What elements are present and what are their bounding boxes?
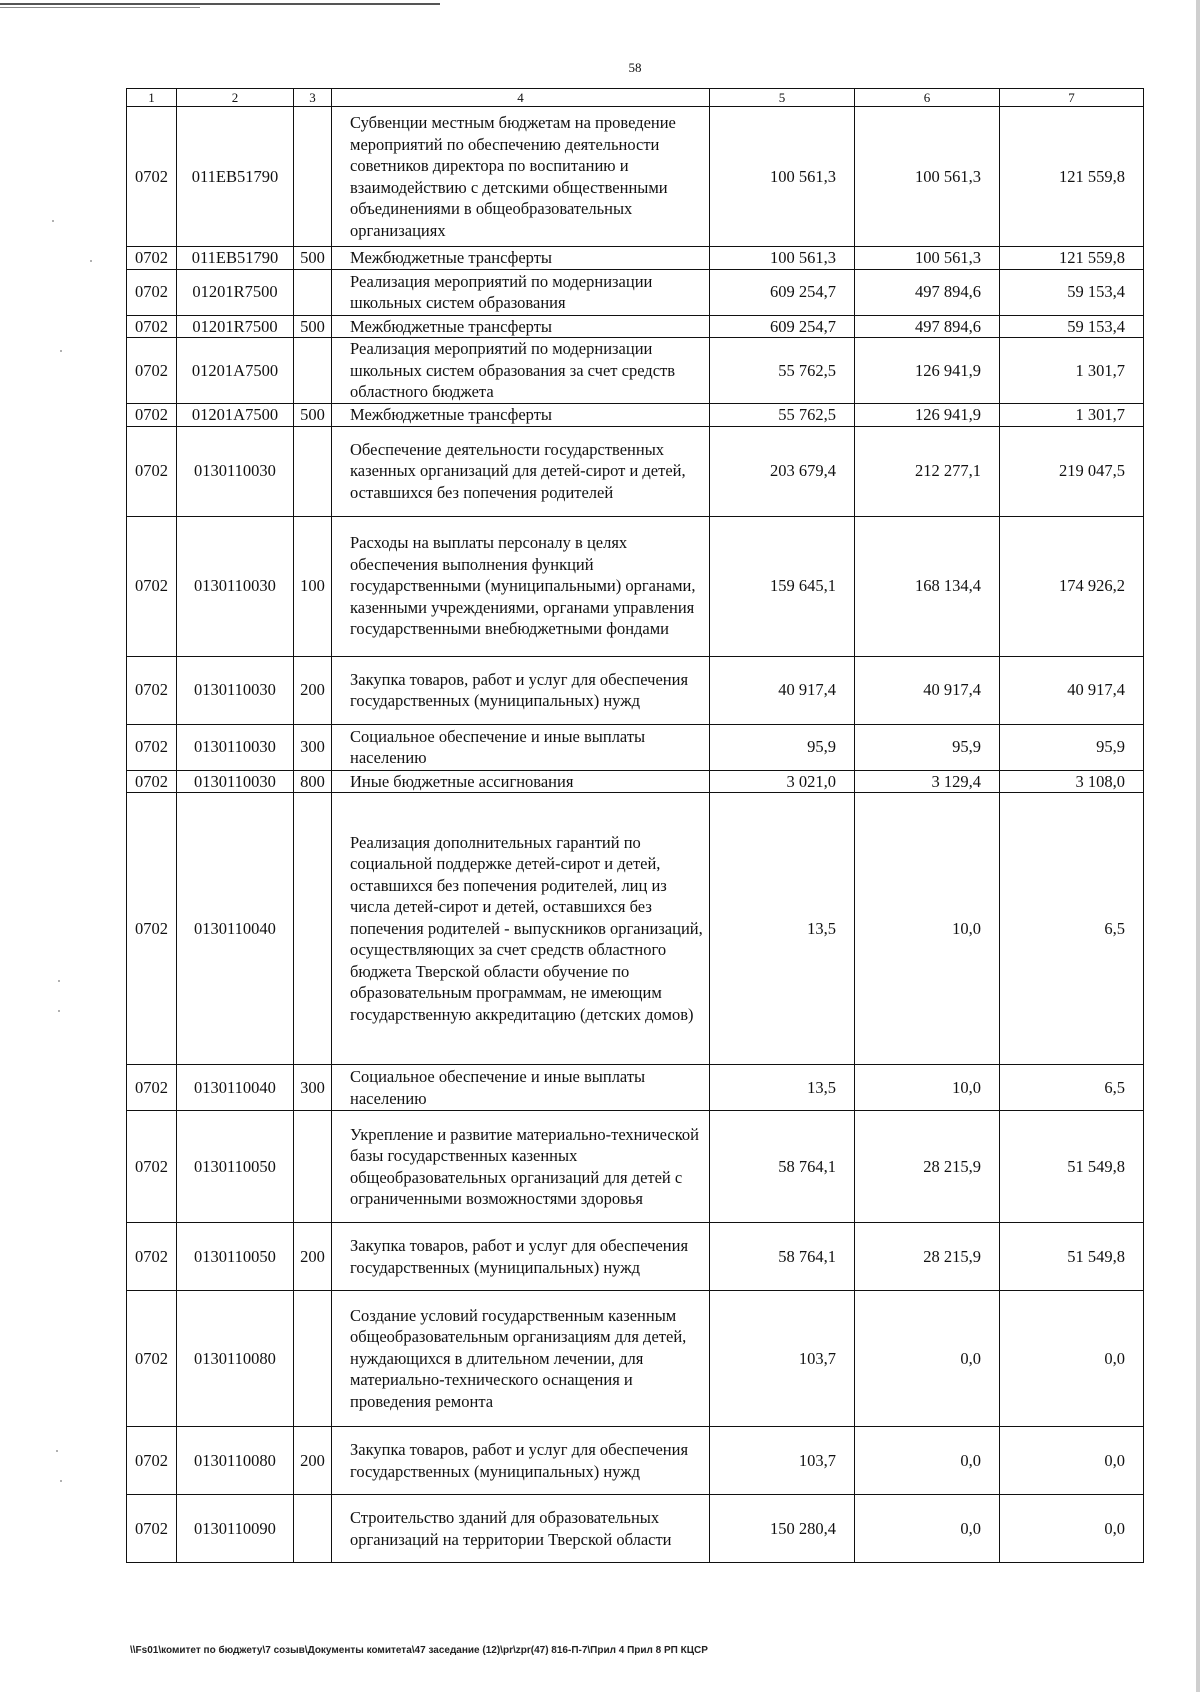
section-code: 0702 (127, 426, 177, 516)
section-code: 0702 (127, 1111, 177, 1223)
section-code: 0702 (127, 404, 177, 427)
section-code: 0702 (127, 1223, 177, 1291)
table-row (127, 770, 1144, 793)
amount-col7: 95,9 (1000, 724, 1144, 770)
amount-col7: 121 559,8 (1000, 247, 1144, 270)
expense-type: 200 (294, 656, 332, 724)
target-code: 0130110030 (177, 724, 294, 770)
section-code: 0702 (127, 1427, 177, 1495)
expense-type (294, 269, 332, 315)
scan-speck (52, 220, 54, 222)
scan-speck (90, 260, 92, 262)
expense-type (294, 1495, 332, 1563)
expense-type: 200 (294, 1223, 332, 1291)
amount-col6: 3 129,4 (855, 770, 1000, 793)
section-code: 0702 (127, 315, 177, 338)
item-name: Межбюджетные трансферты (332, 247, 710, 270)
expense-type: 300 (294, 724, 332, 770)
item-name: Социальное обеспечение и иные выплаты населению (332, 724, 710, 770)
amount-col5: 103,7 (710, 1427, 855, 1495)
section-code: 0702 (127, 724, 177, 770)
amount-col6: 95,9 (855, 724, 1000, 770)
amount-col5: 95,9 (710, 724, 855, 770)
item-name: Закупка товаров, работ и услуг для обеспечения государственных (муниципальных) нужд (332, 1223, 710, 1291)
amount-col6: 497 894,6 (855, 269, 1000, 315)
item-name: Межбюджетные трансферты (332, 315, 710, 338)
expense-type: 500 (294, 315, 332, 338)
column-header: 1 (127, 89, 177, 107)
table-row (127, 1427, 1144, 1495)
expense-type: 500 (294, 404, 332, 427)
table-row (127, 1223, 1144, 1291)
table-row (127, 1065, 1144, 1111)
target-code: 0130110050 (177, 1223, 294, 1291)
target-code: 0130110030 (177, 770, 294, 793)
section-code: 0702 (127, 656, 177, 724)
table-row (127, 1495, 1144, 1563)
target-code: 01201R7500 (177, 269, 294, 315)
item-name: Создание условий государственным казенным общеобразовательным организациям для детей, нуждающихся в длительном лечении, для материально-технического оснащения и проведения ремонта (332, 1291, 710, 1427)
amount-col6: 0,0 (855, 1291, 1000, 1427)
target-code: 0130110050 (177, 1111, 294, 1223)
amount-col5: 150 280,4 (710, 1495, 855, 1563)
amount-col7: 51 549,8 (1000, 1223, 1144, 1291)
amount-col7: 59 153,4 (1000, 269, 1144, 315)
amount-col7: 121 559,8 (1000, 107, 1144, 247)
amount-col5: 40 917,4 (710, 656, 855, 724)
target-code: 0130110090 (177, 1495, 294, 1563)
amount-col7: 1 301,7 (1000, 338, 1144, 404)
scan-edge-line (0, 7, 200, 8)
amount-col5: 55 762,5 (710, 338, 855, 404)
target-code: 0130110040 (177, 1065, 294, 1111)
expense-type: 500 (294, 247, 332, 270)
amount-col5: 100 561,3 (710, 107, 855, 247)
section-code: 0702 (127, 1291, 177, 1427)
scan-speck (60, 1480, 62, 1482)
target-code: 01201A7500 (177, 338, 294, 404)
expense-type: 100 (294, 516, 332, 656)
amount-col6: 126 941,9 (855, 404, 1000, 427)
amount-col7: 6,5 (1000, 1065, 1144, 1111)
expense-type (294, 1291, 332, 1427)
amount-col6: 40 917,4 (855, 656, 1000, 724)
table-row (127, 247, 1144, 270)
table-row (127, 338, 1144, 404)
table-row (127, 724, 1144, 770)
amount-col6: 126 941,9 (855, 338, 1000, 404)
target-code: 0130110030 (177, 516, 294, 656)
target-code: 01201R7500 (177, 315, 294, 338)
table-row (127, 404, 1144, 427)
scan-speck (56, 1450, 58, 1452)
section-code: 0702 (127, 338, 177, 404)
target-code: 011EB51790 (177, 107, 294, 247)
expense-type (294, 426, 332, 516)
column-header: 7 (1000, 89, 1144, 107)
amount-col5: 609 254,7 (710, 269, 855, 315)
table-row (127, 269, 1144, 315)
section-code: 0702 (127, 1065, 177, 1111)
item-name: Строительство зданий для образовательных организаций на территории Тверской области (332, 1495, 710, 1563)
item-name: Реализация дополнительных гарантий по социальной поддержке детей-сирот и детей, оставшихся без попечения родителей, лиц из числа детей-сирот и детей, оставшихся без попечения родителей - выпускников организаций, осуществляющих за счет средств областного бюджета Тверской области обучение по образовательным программам, не имеющим государственную аккредитацию (детских домов) (332, 793, 710, 1065)
target-code: 01201A7500 (177, 404, 294, 427)
scan-speck (58, 980, 60, 982)
item-name: Субвенции местным бюджетам на проведение мероприятий по обеспечению деятельности советников директора по воспитанию и взаимодействию с детскими общественными объединениями в общеобразовательных организациях (332, 107, 710, 247)
section-code: 0702 (127, 247, 177, 270)
target-code: 0130110040 (177, 793, 294, 1065)
amount-col7: 59 153,4 (1000, 315, 1144, 338)
item-name: Социальное обеспечение и иные выплаты населению (332, 1065, 710, 1111)
section-code: 0702 (127, 107, 177, 247)
column-header: 2 (177, 89, 294, 107)
scan-speck (60, 350, 62, 352)
amount-col6: 0,0 (855, 1495, 1000, 1563)
amount-col5: 55 762,5 (710, 404, 855, 427)
amount-col7: 0,0 (1000, 1291, 1144, 1427)
scan-speck (58, 1010, 60, 1012)
amount-col6: 497 894,6 (855, 315, 1000, 338)
target-code: 0130110030 (177, 426, 294, 516)
table-row (127, 516, 1144, 656)
expense-type: 800 (294, 770, 332, 793)
target-code: 0130110080 (177, 1291, 294, 1427)
item-name: Закупка товаров, работ и услуг для обеспечения государственных (муниципальных) нужд (332, 656, 710, 724)
table-row (127, 426, 1144, 516)
budget-table (126, 88, 1144, 1563)
amount-col7: 51 549,8 (1000, 1111, 1144, 1223)
column-header: 4 (332, 89, 710, 107)
column-header: 5 (710, 89, 855, 107)
table-row (127, 1291, 1144, 1427)
page-number: 58 (628, 60, 642, 75)
column-number-row (127, 89, 1144, 107)
expense-type: 200 (294, 1427, 332, 1495)
item-name: Закупка товаров, работ и услуг для обеспечения государственных (муниципальных) нужд (332, 1427, 710, 1495)
scan-edge-shadow (1196, 0, 1200, 1692)
amount-col5: 609 254,7 (710, 315, 855, 338)
table-row (127, 107, 1144, 247)
file-path-footer: \\Fs01\комитет по бюджету\7 созыв\Документы комитета\47 заседание (12)\pr\zpr(47) 816-П-7\Прил 4 Прил 8 РП КЦСР (130, 1645, 708, 1656)
expense-type (294, 338, 332, 404)
amount-col7: 1 301,7 (1000, 404, 1144, 427)
column-header: 3 (294, 89, 332, 107)
item-name: Обеспечение деятельности государственных казенных организаций для детей-сирот и детей, оставшихся без попечения родителей (332, 426, 710, 516)
target-code: 0130110030 (177, 656, 294, 724)
table-row (127, 1111, 1144, 1223)
amount-col6: 10,0 (855, 1065, 1000, 1111)
amount-col7: 3 108,0 (1000, 770, 1144, 793)
section-code: 0702 (127, 793, 177, 1065)
expense-type (294, 107, 332, 247)
column-header: 6 (855, 89, 1000, 107)
expense-type (294, 793, 332, 1065)
expense-type (294, 1111, 332, 1223)
amount-col7: 0,0 (1000, 1427, 1144, 1495)
amount-col5: 103,7 (710, 1291, 855, 1427)
amount-col5: 58 764,1 (710, 1223, 855, 1291)
amount-col7: 0,0 (1000, 1495, 1144, 1563)
expense-type: 300 (294, 1065, 332, 1111)
amount-col7: 6,5 (1000, 793, 1144, 1065)
amount-col5: 3 021,0 (710, 770, 855, 793)
amount-col6: 10,0 (855, 793, 1000, 1065)
item-name: Иные бюджетные ассигнования (332, 770, 710, 793)
amount-col7: 219 047,5 (1000, 426, 1144, 516)
amount-col5: 13,5 (710, 793, 855, 1065)
table-row (127, 793, 1144, 1065)
amount-col6: 100 561,3 (855, 107, 1000, 247)
section-code: 0702 (127, 1495, 177, 1563)
amount-col7: 40 917,4 (1000, 656, 1144, 724)
item-name: Расходы на выплаты персоналу в целях обеспечения выполнения функций государственными (муниципальными) органами, казенными учреждениями, органами управления государственными внебюджетными фондами (332, 516, 710, 656)
amount-col5: 100 561,3 (710, 247, 855, 270)
item-name: Укрепление и развитие материально-технической базы государственных казенных общеобразовательных организаций для детей с ограниченными возможностями здоровья (332, 1111, 710, 1223)
item-name: Реализация мероприятий по модернизации школьных систем образования за счет средств областного бюджета (332, 338, 710, 404)
amount-col6: 28 215,9 (855, 1223, 1000, 1291)
amount-col5: 203 679,4 (710, 426, 855, 516)
scan-edge-line (0, 3, 440, 5)
amount-col5: 159 645,1 (710, 516, 855, 656)
amount-col7: 174 926,2 (1000, 516, 1144, 656)
target-code: 011EB51790 (177, 247, 294, 270)
table-row (127, 656, 1144, 724)
item-name: Межбюджетные трансферты (332, 404, 710, 427)
amount-col6: 168 134,4 (855, 516, 1000, 656)
amount-col6: 0,0 (855, 1427, 1000, 1495)
item-name: Реализация мероприятий по модернизации школьных систем образования (332, 269, 710, 315)
amount-col5: 13,5 (710, 1065, 855, 1111)
scan-specks (50, 220, 70, 1520)
amount-col6: 212 277,1 (855, 426, 1000, 516)
table-row (127, 315, 1144, 338)
section-code: 0702 (127, 269, 177, 315)
section-code: 0702 (127, 516, 177, 656)
amount-col6: 28 215,9 (855, 1111, 1000, 1223)
amount-col5: 58 764,1 (710, 1111, 855, 1223)
amount-col6: 100 561,3 (855, 247, 1000, 270)
target-code: 0130110080 (177, 1427, 294, 1495)
section-code: 0702 (127, 770, 177, 793)
